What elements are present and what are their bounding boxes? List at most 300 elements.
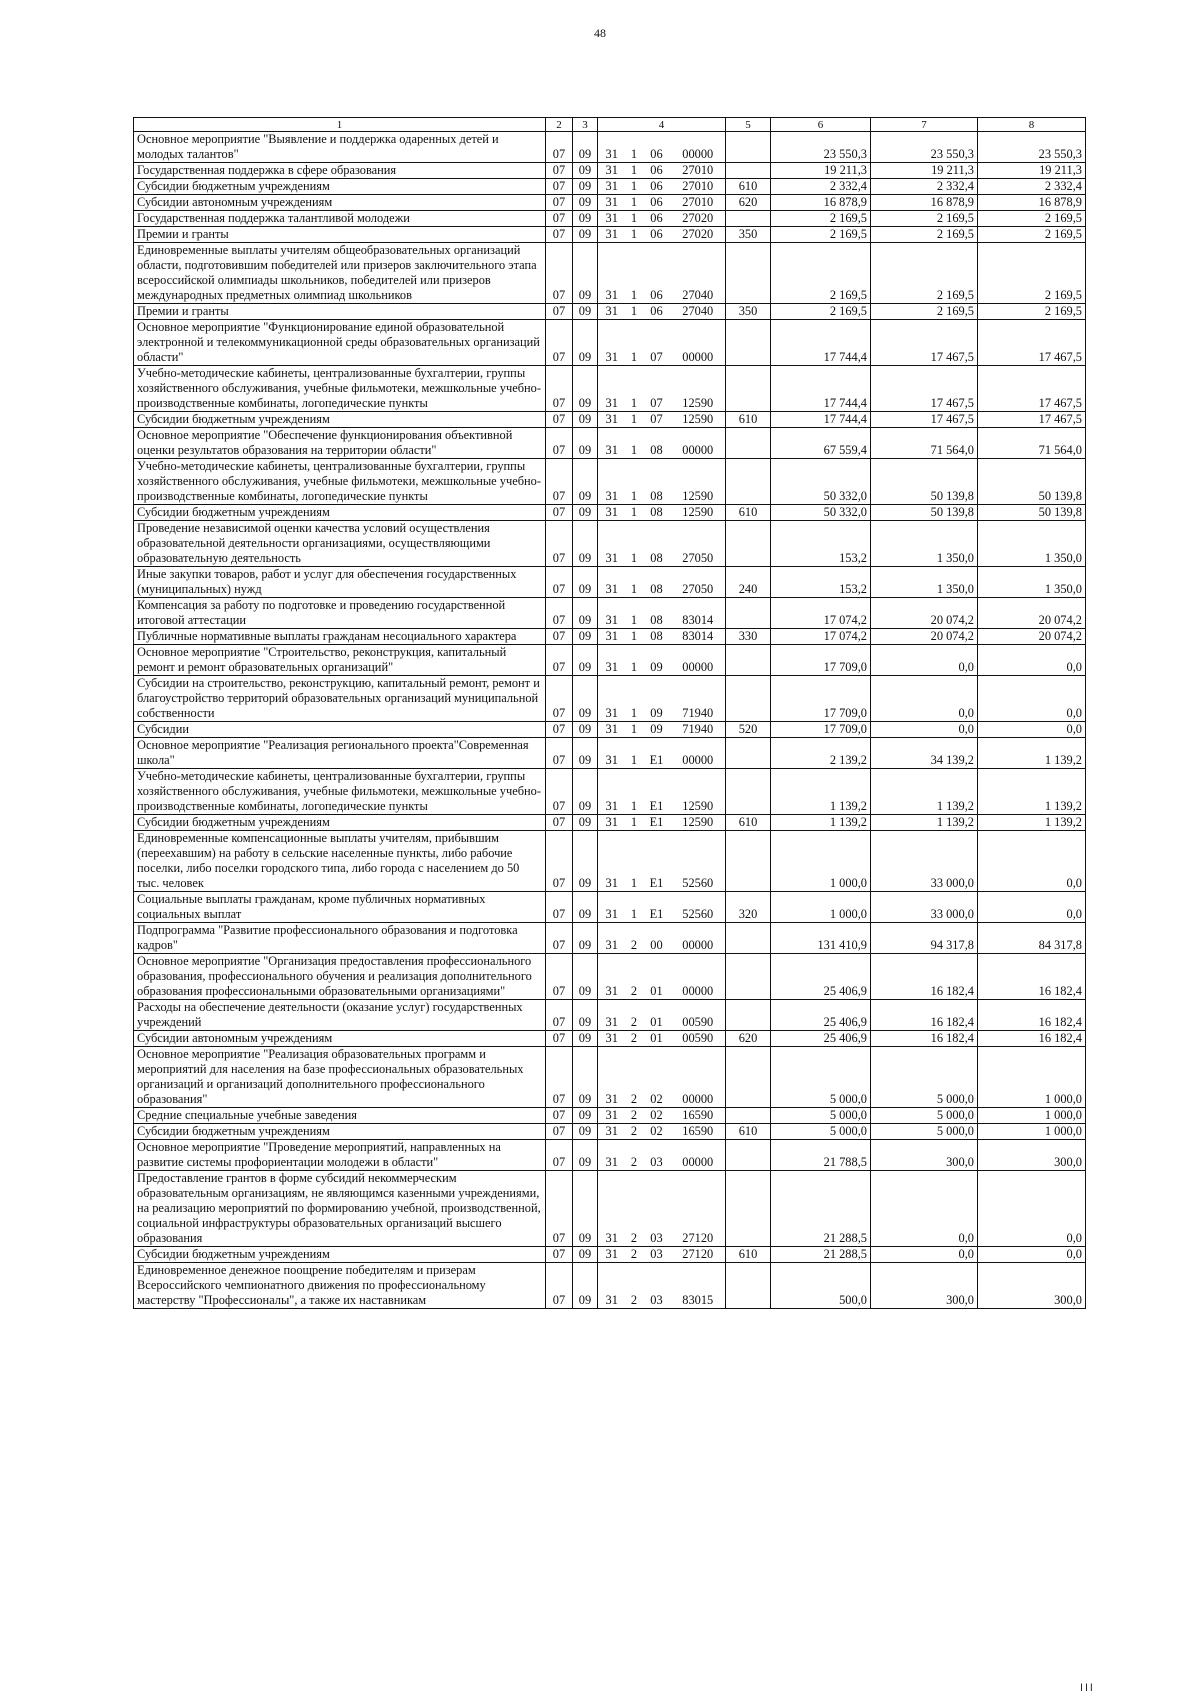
code-program: 31 — [598, 1031, 626, 1047]
code-section: 07 — [546, 1124, 573, 1140]
value-col-8: 2 169,5 — [978, 304, 1086, 320]
header-col-8: 8 — [978, 118, 1086, 132]
value-col-8: 0,0 — [978, 831, 1086, 892]
value-col-8: 20 074,2 — [978, 598, 1086, 629]
code-event: E1 — [643, 738, 671, 769]
value-col-6: 16 878,9 — [771, 195, 871, 211]
code-expense-type: 610 — [726, 1247, 771, 1263]
table-row — [134, 892, 1086, 923]
value-col-8: 1 139,2 — [978, 769, 1086, 815]
value-col-6: 2 169,5 — [771, 227, 871, 243]
value-col-6: 1 000,0 — [771, 892, 871, 923]
code-section: 07 — [546, 567, 573, 598]
value-col-8: 300,0 — [978, 1263, 1086, 1309]
code-direction: 83014 — [671, 598, 726, 629]
code-subsection: 09 — [573, 738, 598, 769]
code-direction: 00000 — [671, 923, 726, 954]
code-direction: 27050 — [671, 521, 726, 567]
value-col-7: 2 332,4 — [871, 179, 978, 195]
row-name: Субсидии бюджетным учреждениям — [134, 1124, 546, 1140]
table-body — [134, 132, 1086, 1309]
value-col-7: 20 074,2 — [871, 629, 978, 645]
code-expense-type: 350 — [726, 304, 771, 320]
code-event: 06 — [643, 132, 671, 163]
code-event: 06 — [643, 163, 671, 179]
code-direction: 83015 — [671, 1263, 726, 1309]
value-col-7: 2 169,5 — [871, 243, 978, 304]
value-col-7: 16 182,4 — [871, 1031, 978, 1047]
code-expense-type — [726, 1171, 771, 1247]
code-section: 07 — [546, 954, 573, 1000]
table-row — [134, 676, 1086, 722]
code-program: 31 — [598, 1108, 626, 1124]
code-event: 08 — [643, 629, 671, 645]
table-row — [134, 645, 1086, 676]
row-name: Проведение независимой оценки качества условий осуществления образовательной деятельности организациями, осуществляющими образовательную деятельность — [134, 521, 546, 567]
code-direction: 12590 — [671, 459, 726, 505]
code-section: 07 — [546, 459, 573, 505]
code-expense-type: 610 — [726, 179, 771, 195]
row-name: Субсидии бюджетным учреждениям — [134, 815, 546, 831]
value-col-8: 20 074,2 — [978, 629, 1086, 645]
code-event: 06 — [643, 179, 671, 195]
table-row — [134, 179, 1086, 195]
code-program: 31 — [598, 227, 626, 243]
code-subsection: 09 — [573, 243, 598, 304]
code-subprogram: 1 — [626, 320, 643, 366]
code-subsection: 09 — [573, 645, 598, 676]
code-section: 07 — [546, 629, 573, 645]
code-event: 07 — [643, 320, 671, 366]
code-program: 31 — [598, 769, 626, 815]
code-direction: 00590 — [671, 1000, 726, 1031]
table-row — [134, 195, 1086, 211]
value-col-8: 1 350,0 — [978, 521, 1086, 567]
code-event: 01 — [643, 954, 671, 1000]
value-col-7: 17 467,5 — [871, 320, 978, 366]
code-event: 06 — [643, 211, 671, 227]
table-row — [134, 320, 1086, 366]
code-subprogram: 1 — [626, 428, 643, 459]
code-section: 07 — [546, 211, 573, 227]
value-col-8: 2 332,4 — [978, 179, 1086, 195]
code-program: 31 — [598, 320, 626, 366]
code-direction: 16590 — [671, 1124, 726, 1140]
code-event: 03 — [643, 1247, 671, 1263]
value-col-6: 50 332,0 — [771, 459, 871, 505]
value-col-6: 2 169,5 — [771, 304, 871, 320]
budget-table — [133, 117, 1086, 1309]
code-event: 09 — [643, 645, 671, 676]
code-program: 31 — [598, 211, 626, 227]
code-event: 08 — [643, 459, 671, 505]
code-direction: 27010 — [671, 163, 726, 179]
value-col-6: 153,2 — [771, 521, 871, 567]
code-section: 07 — [546, 831, 573, 892]
row-name: Основное мероприятие "Обеспечение функционирования объективной оценки результатов образования на территории области" — [134, 428, 546, 459]
code-section: 07 — [546, 412, 573, 428]
code-expense-type — [726, 1263, 771, 1309]
value-col-7: 71 564,0 — [871, 428, 978, 459]
code-expense-type: 520 — [726, 722, 771, 738]
code-section: 07 — [546, 722, 573, 738]
value-col-6: 67 559,4 — [771, 428, 871, 459]
value-col-6: 153,2 — [771, 567, 871, 598]
value-col-6: 500,0 — [771, 1263, 871, 1309]
value-col-7: 2 169,5 — [871, 211, 978, 227]
code-direction: 27040 — [671, 304, 726, 320]
row-name: Средние специальные учебные заведения — [134, 1108, 546, 1124]
code-direction: 27040 — [671, 243, 726, 304]
value-col-7: 33 000,0 — [871, 831, 978, 892]
code-section: 07 — [546, 227, 573, 243]
code-subprogram: 1 — [626, 243, 643, 304]
table-row — [134, 567, 1086, 598]
code-direction: 00000 — [671, 645, 726, 676]
value-col-8: 2 169,5 — [978, 243, 1086, 304]
code-subprogram: 2 — [626, 1000, 643, 1031]
row-name: Публичные нормативные выплаты гражданам несоциального характера — [134, 629, 546, 645]
code-expense-type — [726, 1108, 771, 1124]
header-col-6: 6 — [771, 118, 871, 132]
code-section: 07 — [546, 892, 573, 923]
code-section: 07 — [546, 1108, 573, 1124]
code-program: 31 — [598, 412, 626, 428]
code-direction: 00590 — [671, 1031, 726, 1047]
value-col-7: 5 000,0 — [871, 1124, 978, 1140]
code-program: 31 — [598, 195, 626, 211]
code-expense-type — [726, 366, 771, 412]
value-col-7: 33 000,0 — [871, 892, 978, 923]
code-subprogram: 2 — [626, 954, 643, 1000]
code-subprogram: 1 — [626, 598, 643, 629]
code-program: 31 — [598, 676, 626, 722]
code-expense-type — [726, 459, 771, 505]
row-name: Субсидии бюджетным учреждениям — [134, 412, 546, 428]
code-subprogram: 1 — [626, 227, 643, 243]
code-subsection: 09 — [573, 1140, 598, 1171]
code-event: 03 — [643, 1263, 671, 1309]
code-program: 31 — [598, 738, 626, 769]
code-program: 31 — [598, 815, 626, 831]
value-col-6: 50 332,0 — [771, 505, 871, 521]
code-event: 01 — [643, 1000, 671, 1031]
code-program: 31 — [598, 1047, 626, 1108]
code-section: 07 — [546, 923, 573, 954]
code-program: 31 — [598, 1140, 626, 1171]
value-col-7: 0,0 — [871, 1247, 978, 1263]
code-subsection: 09 — [573, 567, 598, 598]
value-col-6: 19 211,3 — [771, 163, 871, 179]
table-row — [134, 227, 1086, 243]
code-section: 07 — [546, 738, 573, 769]
value-col-7: 5 000,0 — [871, 1108, 978, 1124]
code-subprogram: 1 — [626, 892, 643, 923]
value-col-8: 17 467,5 — [978, 320, 1086, 366]
code-expense-type — [726, 738, 771, 769]
table-row — [134, 366, 1086, 412]
value-col-8: 17 467,5 — [978, 412, 1086, 428]
code-section: 07 — [546, 1000, 573, 1031]
code-expense-type — [726, 211, 771, 227]
row-name: Субсидии — [134, 722, 546, 738]
code-subsection: 09 — [573, 598, 598, 629]
code-expense-type — [726, 428, 771, 459]
code-subprogram: 1 — [626, 831, 643, 892]
table-row — [134, 428, 1086, 459]
code-expense-type: 330 — [726, 629, 771, 645]
code-subsection: 09 — [573, 815, 598, 831]
row-name: Единовременные компенсационные выплаты учителям, прибывшим (переехавшим) на работу в сельские населенные пункты, либо рабочие поселки, либо поселки городского типа, либо города с населением до 50 тыс. человек — [134, 831, 546, 892]
code-subsection: 09 — [573, 366, 598, 412]
value-col-8: 50 139,8 — [978, 459, 1086, 505]
value-col-7: 1 350,0 — [871, 567, 978, 598]
code-event: 08 — [643, 521, 671, 567]
value-col-8: 16 182,4 — [978, 1000, 1086, 1031]
code-subprogram: 1 — [626, 304, 643, 320]
code-section: 07 — [546, 598, 573, 629]
code-section: 07 — [546, 179, 573, 195]
code-subprogram: 1 — [626, 676, 643, 722]
code-subsection: 09 — [573, 459, 598, 505]
code-subsection: 09 — [573, 320, 598, 366]
code-expense-type — [726, 1140, 771, 1171]
code-direction: 27120 — [671, 1247, 726, 1263]
value-col-8: 16 182,4 — [978, 1031, 1086, 1047]
value-col-7: 300,0 — [871, 1140, 978, 1171]
value-col-6: 25 406,9 — [771, 954, 871, 1000]
value-col-7: 0,0 — [871, 1171, 978, 1247]
value-col-7: 1 139,2 — [871, 769, 978, 815]
code-program: 31 — [598, 505, 626, 521]
table-row — [134, 954, 1086, 1000]
row-name: Учебно-методические кабинеты, централизованные бухгалтерии, группы хозяйственного обслуживания, учебные фильмотеки, межшкольные учебно-производственные комбинаты, логопедические пункты — [134, 769, 546, 815]
value-col-8: 0,0 — [978, 892, 1086, 923]
page-number: 48 — [594, 26, 606, 40]
value-col-7: 5 000,0 — [871, 1047, 978, 1108]
code-subprogram: 1 — [626, 645, 643, 676]
code-subprogram: 1 — [626, 815, 643, 831]
value-col-8: 16 182,4 — [978, 954, 1086, 1000]
code-subsection: 09 — [573, 521, 598, 567]
code-subprogram: 2 — [626, 1031, 643, 1047]
code-subprogram: 1 — [626, 738, 643, 769]
code-program: 31 — [598, 923, 626, 954]
table-row — [134, 738, 1086, 769]
code-direction: 27050 — [671, 567, 726, 598]
code-subprogram: 1 — [626, 179, 643, 195]
value-col-6: 17 744,4 — [771, 320, 871, 366]
code-program: 31 — [598, 163, 626, 179]
code-direction: 71940 — [671, 676, 726, 722]
code-subsection: 09 — [573, 1263, 598, 1309]
row-name: Основное мероприятие "Реализация образовательных программ и мероприятий для населения на базе профессиональных образовательных организаций и организаций дополнительного профессионального образования" — [134, 1047, 546, 1108]
value-col-7: 17 467,5 — [871, 366, 978, 412]
value-col-6: 2 139,2 — [771, 738, 871, 769]
header-col-1: 1 — [134, 118, 546, 132]
code-direction: 00000 — [671, 954, 726, 1000]
row-name: Субсидии на строительство, реконструкцию, капитальный ремонт, ремонт и благоустройство территорий образовательных организаций муниципальной собственности — [134, 676, 546, 722]
header-col-3: 3 — [573, 118, 598, 132]
code-event: 01 — [643, 1031, 671, 1047]
code-subsection: 09 — [573, 769, 598, 815]
code-event: 02 — [643, 1124, 671, 1140]
code-subprogram: 2 — [626, 1263, 643, 1309]
code-direction: 27020 — [671, 227, 726, 243]
code-subsection: 09 — [573, 1000, 598, 1031]
value-col-6: 2 332,4 — [771, 179, 871, 195]
code-subsection: 09 — [573, 722, 598, 738]
code-section: 07 — [546, 243, 573, 304]
row-name: Государственная поддержка талантливой молодежи — [134, 211, 546, 227]
code-subsection: 09 — [573, 1047, 598, 1108]
code-direction: 00000 — [671, 132, 726, 163]
code-event: 08 — [643, 567, 671, 598]
code-subsection: 09 — [573, 954, 598, 1000]
table-row — [134, 629, 1086, 645]
code-section: 07 — [546, 645, 573, 676]
value-col-8: 1 000,0 — [978, 1047, 1086, 1108]
code-event: 00 — [643, 923, 671, 954]
value-col-6: 5 000,0 — [771, 1124, 871, 1140]
code-expense-type — [726, 1000, 771, 1031]
value-col-7: 17 467,5 — [871, 412, 978, 428]
value-col-6: 131 410,9 — [771, 923, 871, 954]
table-row — [134, 815, 1086, 831]
header-col-7: 7 — [871, 118, 978, 132]
code-event: 09 — [643, 722, 671, 738]
code-subprogram: 2 — [626, 1047, 643, 1108]
value-col-6: 17 074,2 — [771, 629, 871, 645]
table-row — [134, 722, 1086, 738]
code-expense-type — [726, 923, 771, 954]
code-subprogram: 1 — [626, 366, 643, 412]
code-subprogram: 1 — [626, 211, 643, 227]
value-col-8: 50 139,8 — [978, 505, 1086, 521]
table-row — [134, 1047, 1086, 1108]
row-name: Учебно-методические кабинеты, централизованные бухгалтерии, группы хозяйственного обслуживания, учебные фильмотеки, межшкольные учебно-производственные комбинаты, логопедические пункты — [134, 366, 546, 412]
row-name: Компенсация за работу по подготовке и проведению государственной итоговой аттестации — [134, 598, 546, 629]
code-program: 31 — [598, 243, 626, 304]
code-expense-type — [726, 954, 771, 1000]
code-subprogram: 1 — [626, 195, 643, 211]
code-direction: 27020 — [671, 211, 726, 227]
code-subsection: 09 — [573, 211, 598, 227]
code-program: 31 — [598, 132, 626, 163]
code-subprogram: 2 — [626, 1247, 643, 1263]
value-col-8: 300,0 — [978, 1140, 1086, 1171]
code-subprogram: 1 — [626, 722, 643, 738]
value-col-8: 1 139,2 — [978, 738, 1086, 769]
code-event: 07 — [643, 366, 671, 412]
table-row — [134, 923, 1086, 954]
code-expense-type — [726, 320, 771, 366]
code-event: E1 — [643, 769, 671, 815]
row-name: Единовременные выплаты учителям общеобразовательных организаций области, подготовившим победителей или призеров заключительного этапа всероссийской олимпиады школьников, победителей или призеров международных предметных олимпиад школьников — [134, 243, 546, 304]
code-subprogram: 2 — [626, 923, 643, 954]
row-name: Учебно-методические кабинеты, централизованные бухгалтерии, группы хозяйственного обслуживания, учебные фильмотеки, межшкольные учебно-производственные комбинаты, логопедические пункты — [134, 459, 546, 505]
value-col-8: 0,0 — [978, 645, 1086, 676]
code-event: 06 — [643, 195, 671, 211]
table-row — [134, 163, 1086, 179]
table-row — [134, 304, 1086, 320]
code-subsection: 09 — [573, 1031, 598, 1047]
code-program: 31 — [598, 459, 626, 505]
value-col-6: 21 288,5 — [771, 1171, 871, 1247]
code-program: 31 — [598, 1263, 626, 1309]
row-name: Субсидии бюджетным учреждениям — [134, 179, 546, 195]
value-col-6: 21 288,5 — [771, 1247, 871, 1263]
code-event: E1 — [643, 892, 671, 923]
code-subsection: 09 — [573, 304, 598, 320]
table-row — [134, 1031, 1086, 1047]
code-subsection: 09 — [573, 195, 598, 211]
value-col-6: 17 709,0 — [771, 645, 871, 676]
value-col-8: 0,0 — [978, 676, 1086, 722]
code-subsection: 09 — [573, 412, 598, 428]
code-direction: 12590 — [671, 769, 726, 815]
row-name: Основное мероприятие "Строительство, реконструкция, капитальный ремонт и ремонт образовательных организаций" — [134, 645, 546, 676]
value-col-6: 17 744,4 — [771, 412, 871, 428]
value-col-8: 71 564,0 — [978, 428, 1086, 459]
value-col-8: 0,0 — [978, 722, 1086, 738]
code-subsection: 09 — [573, 1108, 598, 1124]
code-direction: 27120 — [671, 1171, 726, 1247]
code-expense-type: 610 — [726, 505, 771, 521]
code-subprogram: 1 — [626, 521, 643, 567]
code-program: 31 — [598, 1171, 626, 1247]
code-section: 07 — [546, 304, 573, 320]
table-row — [134, 243, 1086, 304]
value-col-6: 25 406,9 — [771, 1031, 871, 1047]
code-subprogram: 1 — [626, 567, 643, 598]
row-name: Субсидии автономным учреждениям — [134, 1031, 546, 1047]
value-col-8: 17 467,5 — [978, 366, 1086, 412]
value-col-7: 16 182,4 — [871, 1000, 978, 1031]
code-section: 07 — [546, 366, 573, 412]
table-row — [134, 598, 1086, 629]
table-row — [134, 831, 1086, 892]
value-col-6: 21 788,5 — [771, 1140, 871, 1171]
value-col-7: 50 139,8 — [871, 459, 978, 505]
row-name: Иные закупки товаров, работ и услуг для обеспечения государственных (муниципальных) нужд — [134, 567, 546, 598]
scan-marks: ⅠⅠⅠ — [1080, 1683, 1095, 1694]
value-col-8: 1 000,0 — [978, 1108, 1086, 1124]
header-col-5: 5 — [726, 118, 771, 132]
value-col-7: 34 139,2 — [871, 738, 978, 769]
table-row — [134, 1247, 1086, 1263]
value-col-7: 2 169,5 — [871, 304, 978, 320]
value-col-8: 16 878,9 — [978, 195, 1086, 211]
code-program: 31 — [598, 567, 626, 598]
code-subsection: 09 — [573, 923, 598, 954]
value-col-7: 1 139,2 — [871, 815, 978, 831]
value-col-6: 17 744,4 — [771, 366, 871, 412]
code-expense-type — [726, 132, 771, 163]
value-col-6: 1 139,2 — [771, 769, 871, 815]
table-row — [134, 412, 1086, 428]
code-section: 07 — [546, 505, 573, 521]
code-program: 31 — [598, 1000, 626, 1031]
code-subsection: 09 — [573, 892, 598, 923]
code-expense-type: 610 — [726, 1124, 771, 1140]
code-event: 09 — [643, 676, 671, 722]
code-section: 07 — [546, 195, 573, 211]
row-name: Субсидии бюджетным учреждениям — [134, 1247, 546, 1263]
code-subsection: 09 — [573, 428, 598, 459]
code-subsection: 09 — [573, 676, 598, 722]
code-program: 31 — [598, 1247, 626, 1263]
